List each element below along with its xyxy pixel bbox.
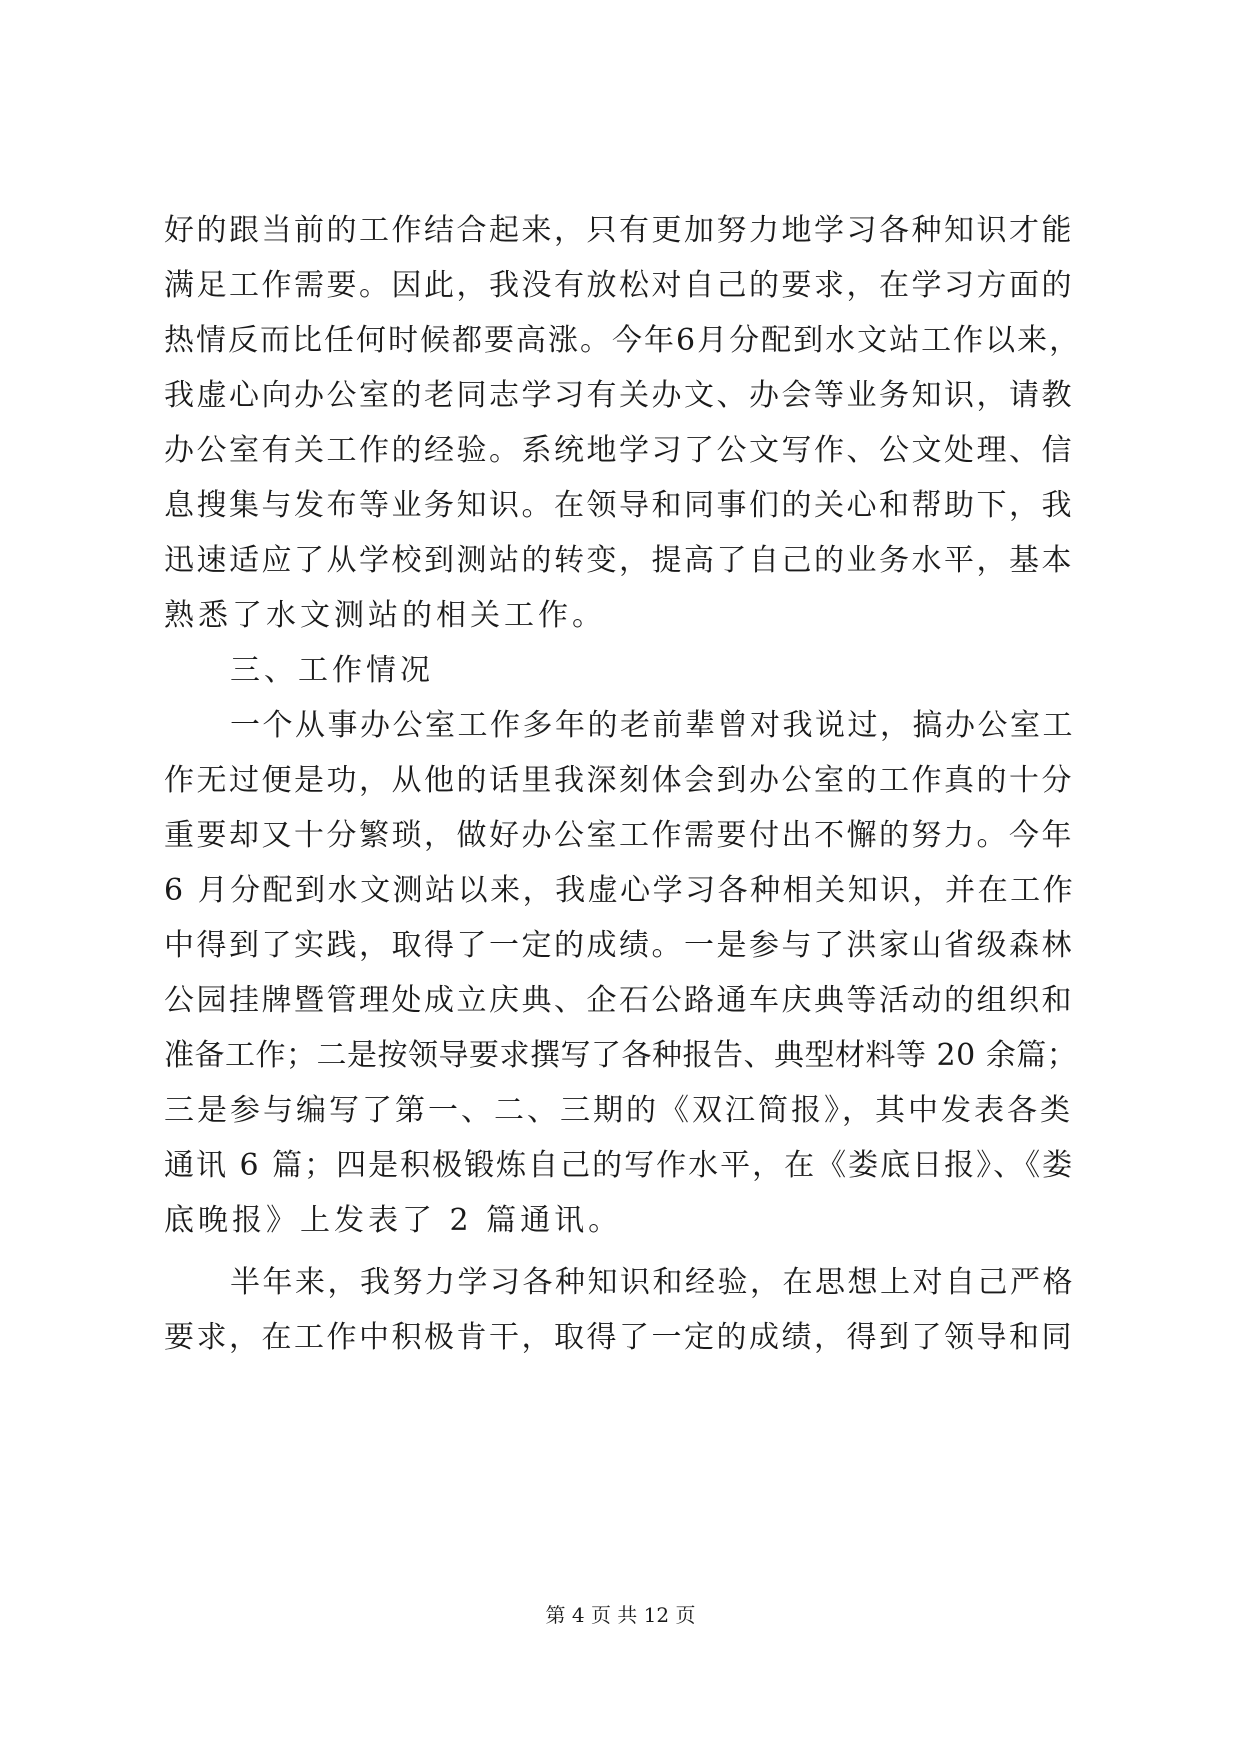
- text-line: 办公室有关工作的经验。系统地学习了公文写作、公文处理、信: [164, 433, 1074, 468]
- page-footer: 第 4 页 共 12 页: [545, 1603, 696, 1627]
- text-line: 6 月分配到水文测站以来，我虚心学习各种相关知识，并在工作: [164, 873, 1076, 908]
- text-line: 底晚报》上发表了 2 篇通讯。: [164, 1203, 623, 1238]
- text-line: 息搜集与发布等业务知识。在领导和同事们的关心和帮助下，我: [164, 488, 1074, 523]
- text-line: 公园挂牌暨管理处成立庆典、企石公路通车庆典等活动的组织和: [164, 983, 1074, 1018]
- text-line: 半年来，我努力学习各种知识和经验，在思想上对自己严格: [230, 1265, 1075, 1300]
- text-line: 要求，在工作中积极肯干，取得了一定的成绩，得到了领导和同: [164, 1320, 1074, 1355]
- text-line: 我虚心向办公室的老同志学习有关办文、办会等业务知识，请教: [164, 378, 1074, 413]
- text-line: 满足工作需要。因此，我没有放松对自己的要求，在学习方面的: [164, 268, 1074, 303]
- text-line: 重要却又十分繁琐，做好办公室工作需要付出不懈的努力。今年: [164, 818, 1074, 853]
- text-line: 迅速适应了从学校到测站的转变，提高了自己的业务水平，基本: [164, 543, 1074, 578]
- text-line: 一个从事办公室工作多年的老前辈曾对我说过，搞办公室工: [230, 708, 1075, 743]
- text-line: 三是参与编写了第一、二、三期的《双江简报》，其中发表各类: [164, 1093, 1073, 1128]
- text-line: 熟悉了水文测站的相关工作。: [164, 598, 606, 633]
- text-line: 中得到了实践，取得了一定的成绩。一是参与了洪家山省级森林: [164, 928, 1074, 963]
- text-line: 好的跟当前的工作结合起来，只有更加努力地学习各种知识才能: [164, 213, 1074, 248]
- text-line: 作无过便是功，从他的话里我深刻体会到办公室的工作真的十分: [164, 763, 1074, 798]
- text-line: 热情反而比任何时候都要高涨。今年6月分配到水文站工作以来，: [164, 323, 1082, 358]
- text-line: 准备工作；二是按领导要求撰写了各种报告、典型材料等 20 余篇；: [164, 1038, 1078, 1073]
- text-line: 通讯 6 篇；四是积极锻炼自己的写作水平，在《娄底日报》、《娄: [164, 1148, 1075, 1183]
- section-heading: 三、工作情况: [230, 653, 434, 688]
